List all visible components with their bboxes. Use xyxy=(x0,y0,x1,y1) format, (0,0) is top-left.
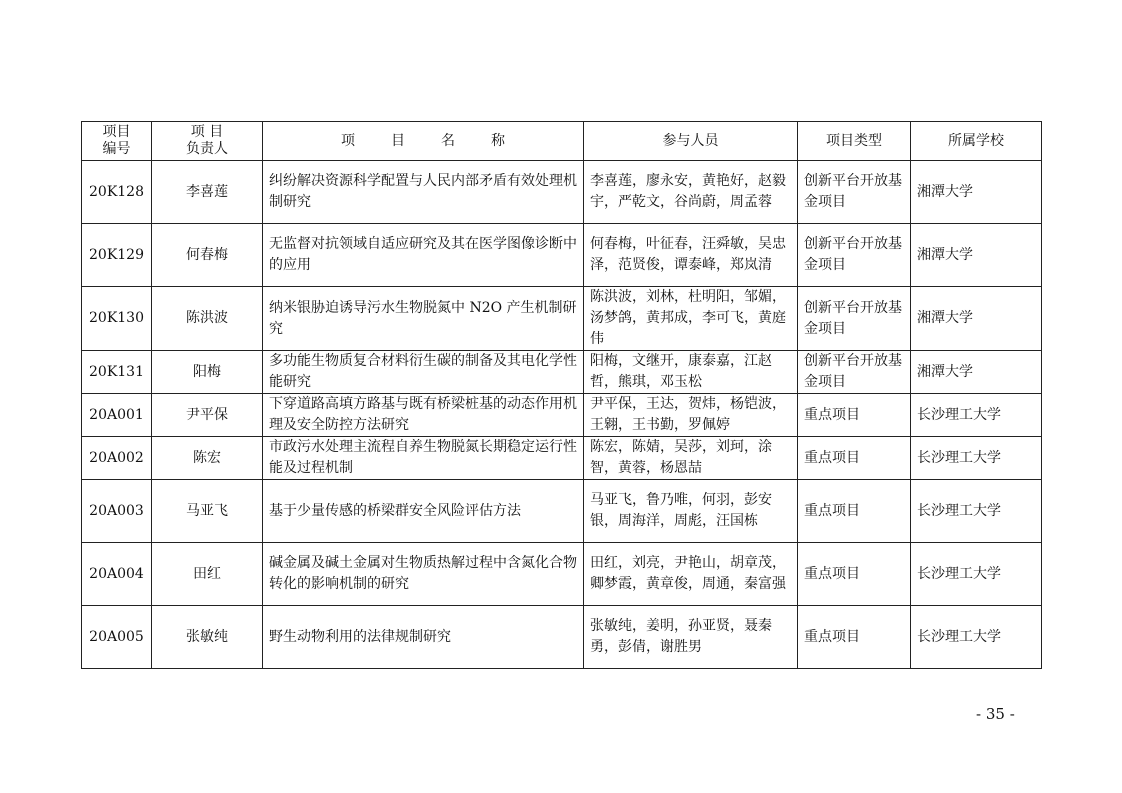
cell-school: 湘潭大学 xyxy=(911,161,1042,224)
cell-name: 无监督对抗领域自适应研究及其在医学图像诊断中的应用 xyxy=(263,224,584,287)
cell-school: 长沙理工大学 xyxy=(911,480,1042,543)
cell-leader: 张敏纯 xyxy=(152,606,263,669)
cell-type: 创新平台开放基金项目 xyxy=(798,224,911,287)
header-name: 项目名称 xyxy=(263,122,584,161)
cell-type: 创新平台开放基金项目 xyxy=(798,287,911,351)
cell-leader: 何春梅 xyxy=(152,224,263,287)
cell-school: 长沙理工大学 xyxy=(911,394,1042,437)
header-school: 所属学校 xyxy=(911,122,1042,161)
cell-school: 湘潭大学 xyxy=(911,351,1042,394)
cell-id: 20A004 xyxy=(82,543,152,606)
cell-school: 长沙理工大学 xyxy=(911,606,1042,669)
cell-members: 马亚飞，鲁乃唯，何羽，彭安银，周海洋，周彪，汪国栋 xyxy=(584,480,798,543)
page-number: - 35 - xyxy=(976,705,1015,723)
table-row xyxy=(82,161,1042,224)
cell-leader: 李喜莲 xyxy=(152,161,263,224)
cell-id: 20A005 xyxy=(82,606,152,669)
cell-id: 20K131 xyxy=(82,351,152,394)
cell-type: 创新平台开放基金项目 xyxy=(798,351,911,394)
header-members: 参与人员 xyxy=(584,122,798,161)
cell-name: 多功能生物质复合材料衍生碳的制备及其电化学性能研究 xyxy=(263,351,584,394)
cell-members: 阳梅，文继开，康泰嘉，江赵哲，熊琪，邓玉松 xyxy=(584,351,798,394)
cell-members: 李喜莲，廖永安，黄艳好，赵毅宇，严乾文，谷尚蔚，周孟蓉 xyxy=(584,161,798,224)
cell-name: 碱金属及碱土金属对生物质热解过程中含氮化合物转化的影响机制的研究 xyxy=(263,543,584,606)
table-row xyxy=(82,287,1042,351)
cell-id: 20A002 xyxy=(82,437,152,480)
cell-members: 尹平保，王达，贺炜，杨铠波，王翱，王书勤，罗佩婷 xyxy=(584,394,798,437)
cell-school: 长沙理工大学 xyxy=(911,543,1042,606)
table-row xyxy=(82,480,1042,543)
header-type: 项目类型 xyxy=(798,122,911,161)
cell-name: 纳米银胁迫诱导污水生物脱氮中 N2O 产生机制研究 xyxy=(263,287,584,351)
cell-members: 张敏纯，姜明，孙亚贤，聂秦勇，彭倩，谢胜男 xyxy=(584,606,798,669)
cell-type: 创新平台开放基金项目 xyxy=(798,161,911,224)
cell-school: 湘潭大学 xyxy=(911,224,1042,287)
cell-id: 20K129 xyxy=(82,224,152,287)
cell-name: 纠纷解决资源科学配置与人民内部矛盾有效处理机制研究 xyxy=(263,161,584,224)
table-row xyxy=(82,351,1042,394)
cell-members: 田红，刘亮，尹艳山，胡章茂，卿梦霞，黄章俊，周通，秦富强 xyxy=(584,543,798,606)
cell-members: 陈洪波，刘林，杜明阳，邹媚，汤梦鸽，黄邦成，李可飞，黄庭伟 xyxy=(584,287,798,351)
cell-name: 市政污水处理主流程自养生物脱氮长期稳定运行性能及过程机制 xyxy=(263,437,584,480)
cell-type: 重点项目 xyxy=(798,394,911,437)
project-table xyxy=(81,121,1042,669)
cell-type: 重点项目 xyxy=(798,543,911,606)
cell-leader: 尹平保 xyxy=(152,394,263,437)
cell-id: 20K128 xyxy=(82,161,152,224)
cell-id: 20A003 xyxy=(82,480,152,543)
header-id: 项目 编号 xyxy=(82,122,152,161)
cell-name: 基于少量传感的桥梁群安全风险评估方法 xyxy=(263,480,584,543)
table-row xyxy=(82,606,1042,669)
cell-type: 重点项目 xyxy=(798,606,911,669)
cell-members: 陈宏，陈婧，吴莎，刘珂，涂智，黄蓉，杨恩喆 xyxy=(584,437,798,480)
header-leader: 项 目 负责人 xyxy=(152,122,263,161)
cell-leader: 陈洪波 xyxy=(152,287,263,351)
cell-leader: 阳梅 xyxy=(152,351,263,394)
table-header-row xyxy=(82,122,1042,161)
cell-members: 何春梅，叶征春，汪舜敏，吴忠泽，范贤俊，谭泰峰，郑岚清 xyxy=(584,224,798,287)
cell-leader: 陈宏 xyxy=(152,437,263,480)
cell-type: 重点项目 xyxy=(798,480,911,543)
table-row xyxy=(82,224,1042,287)
cell-leader: 马亚飞 xyxy=(152,480,263,543)
table-row xyxy=(82,437,1042,480)
cell-name: 野生动物利用的法律规制研究 xyxy=(263,606,584,669)
cell-type: 重点项目 xyxy=(798,437,911,480)
cell-id: 20A001 xyxy=(82,394,152,437)
cell-leader: 田红 xyxy=(152,543,263,606)
table-row xyxy=(82,543,1042,606)
table-row xyxy=(82,394,1042,437)
cell-name: 下穿道路高填方路基与既有桥梁桩基的动态作用机理及安全防控方法研究 xyxy=(263,394,584,437)
cell-school: 湘潭大学 xyxy=(911,287,1042,351)
cell-id: 20K130 xyxy=(82,287,152,351)
cell-school: 长沙理工大学 xyxy=(911,437,1042,480)
